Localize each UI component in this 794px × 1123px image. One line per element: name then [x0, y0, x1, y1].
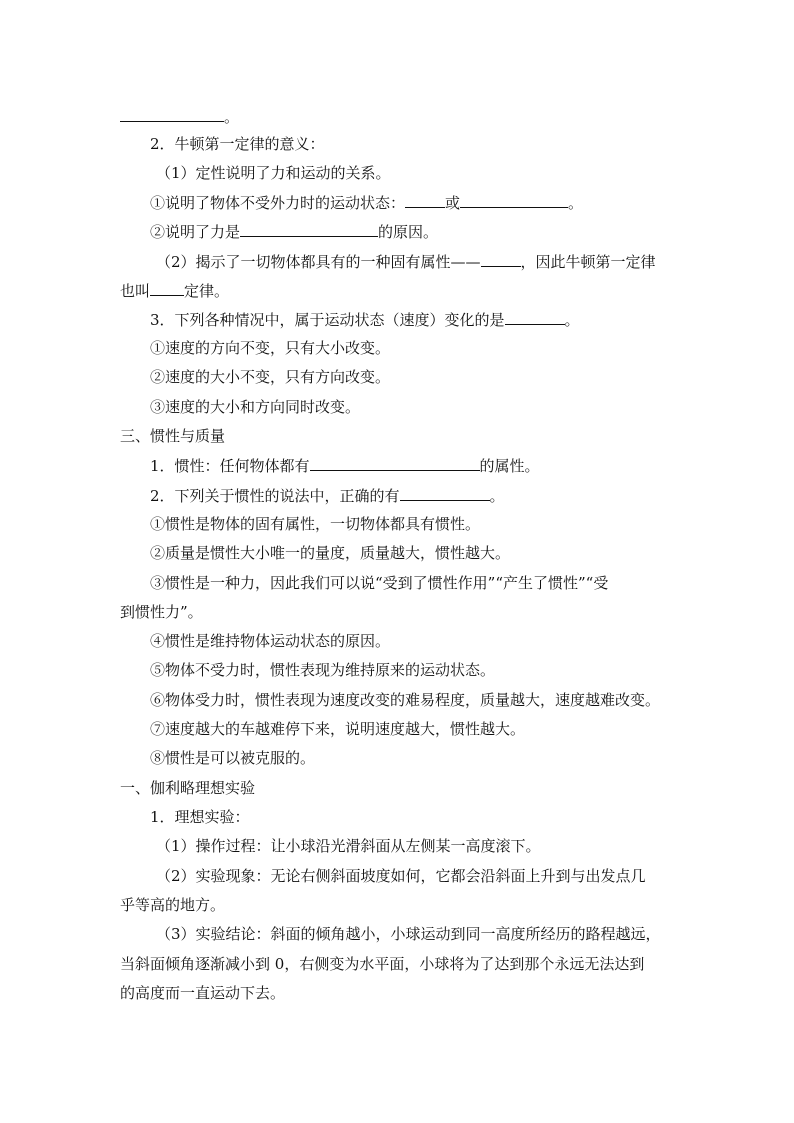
answer-blank[interactable]: [505, 308, 565, 325]
text-line: （2）实验现象：无论右侧斜面坡度如何，它都会沿斜面上升到与出发点几: [156, 867, 646, 885]
text-line: 2．下列关于惯性的说法中，正确的有 。: [150, 484, 710, 506]
text-line: 2．牛顿第一定律的意义：: [150, 135, 325, 153]
text-line: 到惯性力”。: [120, 603, 203, 621]
text-line: （2）揭示了一切物体都具有的一种固有属性—— ，因此牛顿第一定律: [156, 250, 716, 272]
answer-blank[interactable]: [240, 220, 378, 237]
text-line: ⑤物体不受力时，惯性表现为维持原来的运动状态。: [150, 661, 496, 679]
text-line: ②说明了力是 的原因。: [150, 220, 710, 242]
text-line: 当斜面倾角逐渐减小到 0，右侧变为水平面，小球将为了达到那个永远无法达到: [120, 955, 645, 973]
answer-blank[interactable]: [310, 454, 480, 471]
answer-blank[interactable]: [120, 105, 224, 122]
text-line: ①说明了物体不受外力时的运动状态： 或 。: [150, 191, 710, 213]
text-line: 1．理想实验：: [150, 808, 250, 826]
text-line: （3）实验结论：斜面的倾角越小，小球运动到同一高度所经历的路程越远，: [156, 925, 661, 943]
answer-blank[interactable]: [150, 279, 184, 296]
answer-blank[interactable]: [400, 484, 490, 501]
section-heading: 三、惯性与质量: [120, 427, 226, 445]
text-line: 。: [120, 105, 680, 127]
section-heading: 一、伽利略理想实验: [120, 779, 256, 797]
text-line: ⑧惯性是可以被克服的。: [150, 749, 316, 767]
answer-blank[interactable]: [460, 191, 568, 208]
text-line: 1．惯性：任何物体都有 的属性。: [150, 454, 710, 476]
text-line: ③速度的大小和方向同时改变。: [150, 398, 361, 416]
text-line: ⑥物体受力时，惯性表现为速度改变的难易程度，质量越大，速度越难改变。: [150, 691, 661, 709]
text-line: （1）定性说明了力和运动的关系。: [156, 164, 391, 182]
text-line: ①速度的方向不变，只有大小改变。: [150, 339, 391, 357]
answer-blank[interactable]: [405, 191, 445, 208]
text-line: （1）操作过程：让小球沿光滑斜面从左侧某一高度滚下。: [156, 837, 541, 855]
text-line: 也叫 定律。: [120, 279, 680, 301]
text-line: ③惯性是一种力，因此我们可以说“受到了惯性作用”“产生了惯性”“受: [150, 574, 609, 592]
text-line: 乎等高的地方。: [120, 896, 226, 914]
text-line: ②速度的大小不变，只有方向改变。: [150, 368, 391, 386]
text-line: ①惯性是物体的固有属性，一切物体都具有惯性。: [150, 515, 481, 533]
text-line: 的高度而一直运动下去。: [120, 984, 286, 1002]
text-line: ⑦速度越大的车越难停下来，说明速度越大，惯性越大。: [150, 720, 526, 738]
text-line: ④惯性是维持物体运动状态的原因。: [150, 632, 391, 650]
text-line: 3．下列各种情况中，属于运动状态（速度）变化的是 。: [150, 308, 710, 330]
text-line: ②质量是惯性大小唯一的量度，质量越大，惯性越大。: [150, 544, 511, 562]
answer-blank[interactable]: [481, 250, 521, 267]
